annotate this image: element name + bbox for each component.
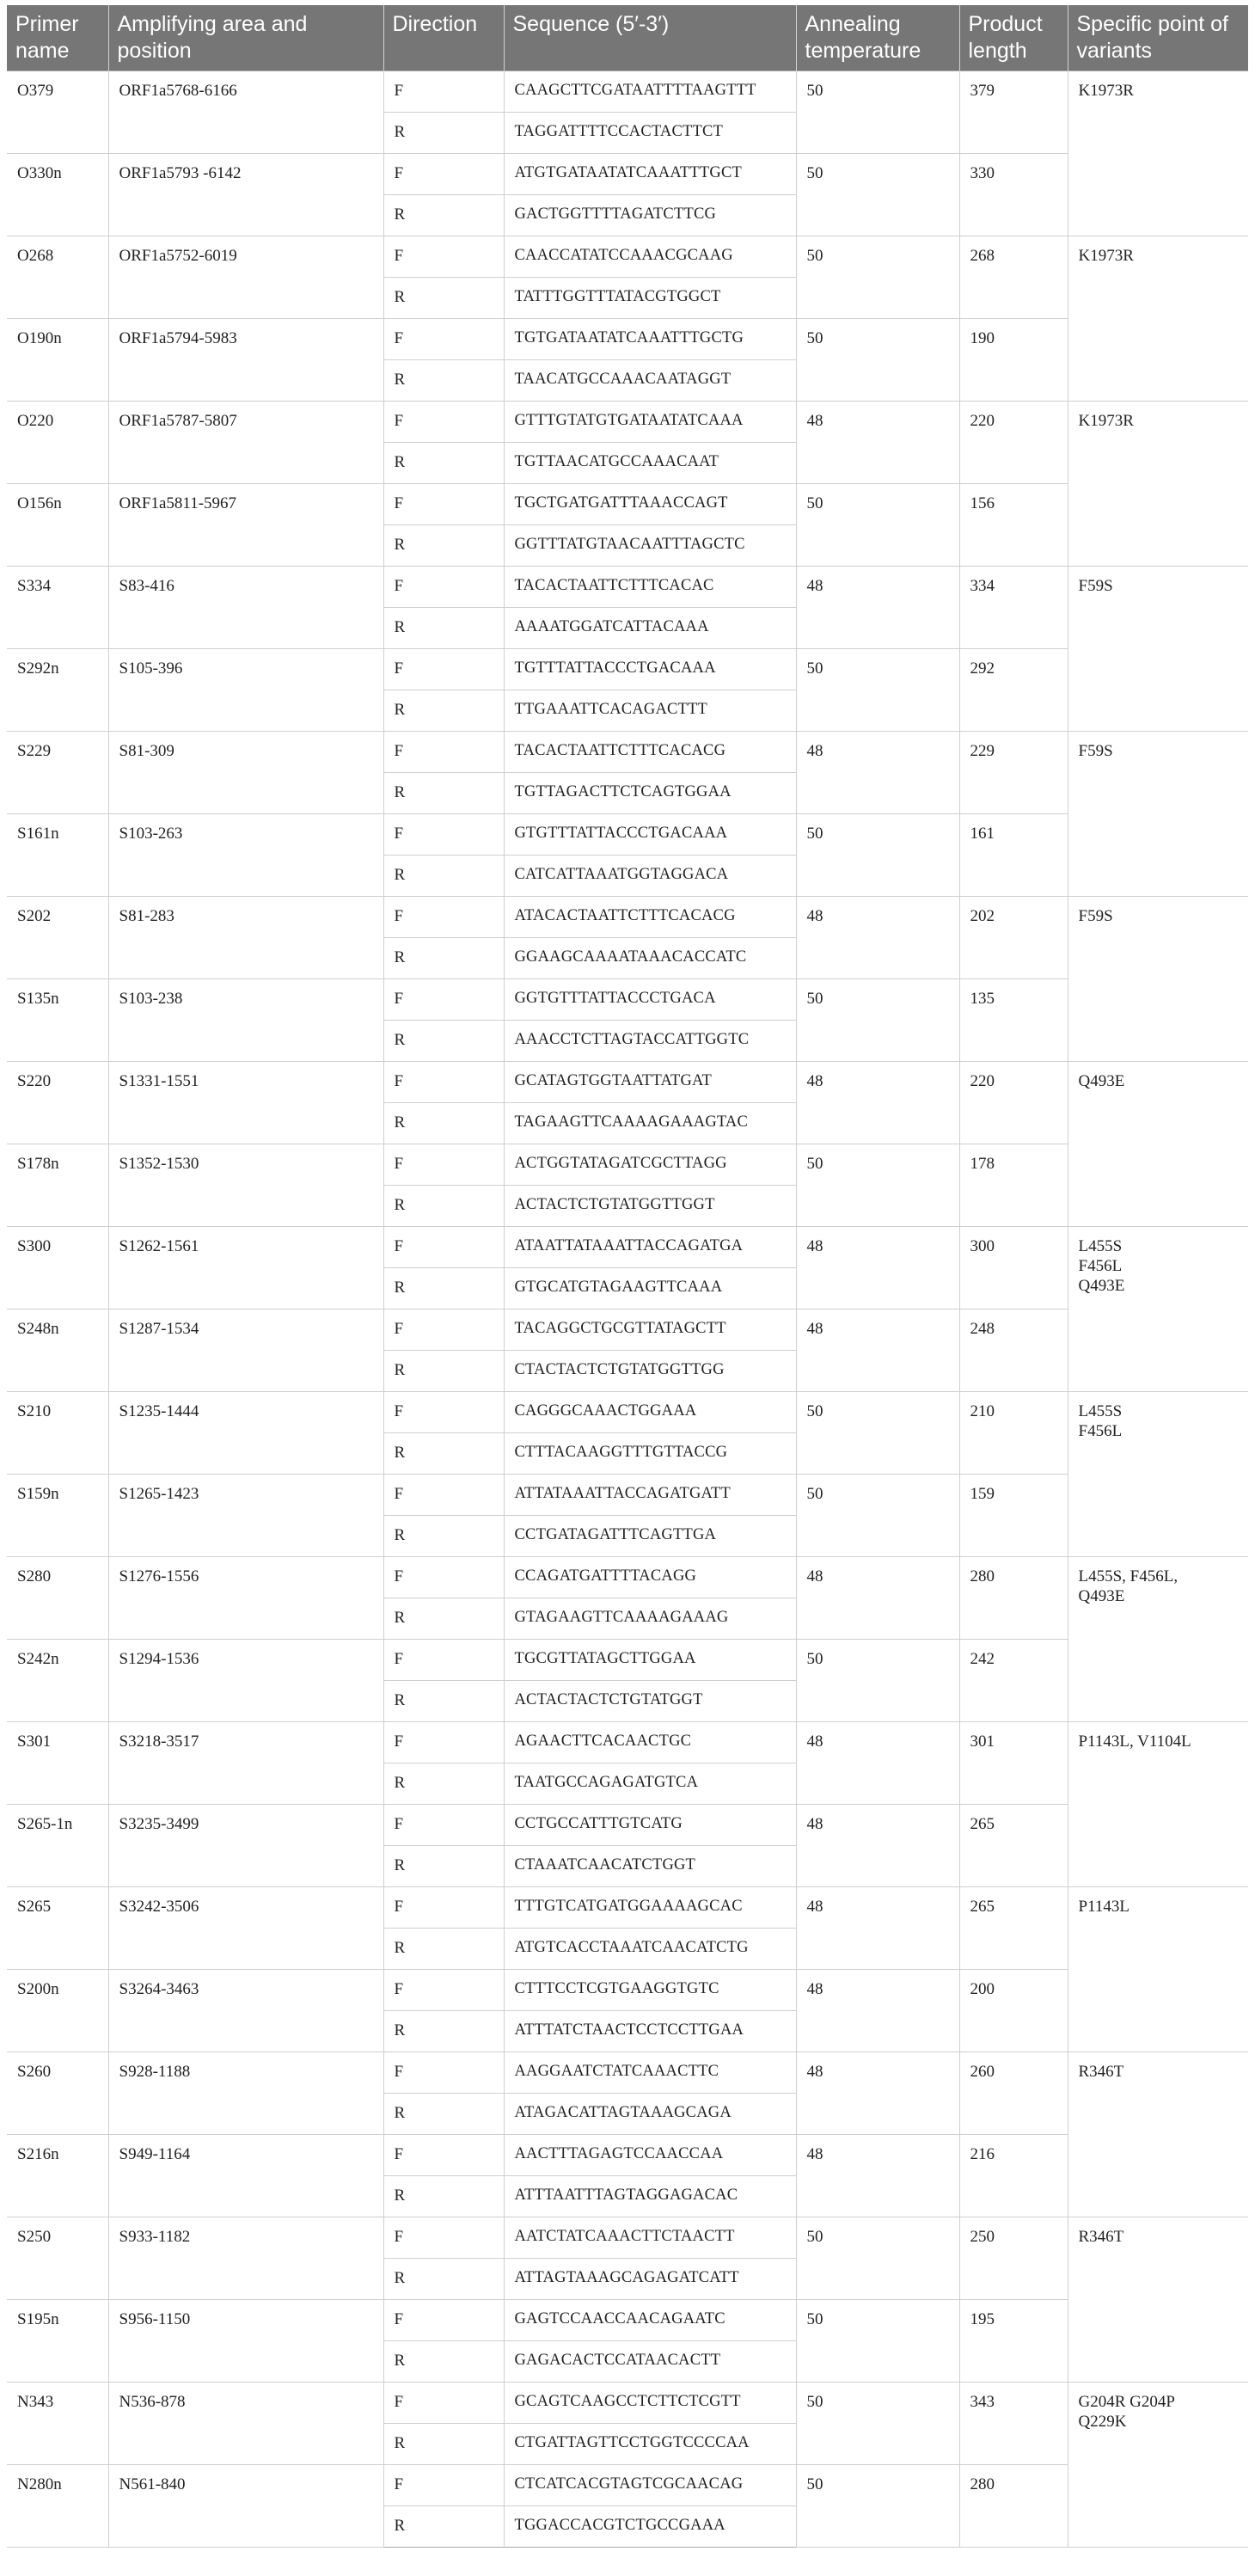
direction-cell: F xyxy=(383,71,504,113)
amplifying-area-cell: S1262-1561 xyxy=(108,1227,383,1309)
sequence-cell: TTGAAATTCACAGACTTT xyxy=(504,690,796,732)
amplifying-area-cell: N561-840 xyxy=(108,2465,383,2548)
product-length-cell: 280 xyxy=(959,2465,1068,2548)
direction-cell: R xyxy=(383,1681,504,1722)
direction-cell: F xyxy=(383,1309,504,1351)
amplifying-area-cell: ORF1a5811-5967 xyxy=(108,484,383,567)
variants-cell: K1973R xyxy=(1068,402,1248,567)
sequence-cell: AGAACTTCACAACTGC xyxy=(504,1722,796,1763)
sequence-cell: TGTGATAATATCAAATTTGCTG xyxy=(504,319,796,360)
variants-cell: R346T xyxy=(1068,2052,1248,2217)
variants-cell: P1143L, V1104L xyxy=(1068,1722,1248,1887)
direction-cell: R xyxy=(383,1351,504,1392)
product-length-cell: 178 xyxy=(959,1144,1068,1227)
annealing-temperature-cell: 48 xyxy=(796,1557,959,1640)
amplifying-area-cell: S103-238 xyxy=(108,979,383,1062)
annealing-temperature-cell: 50 xyxy=(796,484,959,567)
product-length-cell: 250 xyxy=(959,2217,1068,2300)
direction-cell: F xyxy=(383,1392,504,1433)
annealing-temperature-cell: 48 xyxy=(796,1309,959,1392)
direction-cell: R xyxy=(383,690,504,732)
amplifying-area-cell: S81-283 xyxy=(108,897,383,979)
direction-cell: F xyxy=(383,2465,504,2506)
sequence-cell: ATGTGATAATATCAAATTTGCT xyxy=(504,154,796,195)
product-length-cell: 161 xyxy=(959,814,1068,897)
sequence-cell: CAAGCTTCGATAATTTTAAGTTT xyxy=(504,71,796,113)
primer-name-cell: S229 xyxy=(7,732,108,814)
direction-cell: F xyxy=(383,1887,504,1929)
table-row xyxy=(7,236,1248,278)
direction-cell: R xyxy=(383,2094,504,2135)
sequence-cell: TGTTAACATGCCAAACAAT xyxy=(504,443,796,484)
annealing-temperature-cell: 50 xyxy=(796,1144,959,1227)
variants-cell: F59S xyxy=(1068,732,1248,897)
sequence-cell: ACTACTACTCTGTATGGT xyxy=(504,1681,796,1722)
primer-name-cell: O156n xyxy=(7,484,108,567)
table-row xyxy=(7,1722,1248,1763)
amplifying-area-cell: S928-1188 xyxy=(108,2052,383,2135)
direction-cell: R xyxy=(383,1186,504,1227)
sequence-cell: AAAATGGATCATTACAAA xyxy=(504,608,796,649)
sequence-cell: TGTTTATTACCCTGACAAA xyxy=(504,649,796,690)
product-length-cell: 200 xyxy=(959,1970,1068,2052)
sequence-cell: TGCTGATGATTTAAACCAGT xyxy=(504,484,796,525)
primer-name-cell: S220 xyxy=(7,1062,108,1144)
direction-cell: F xyxy=(383,2217,504,2259)
direction-cell: R xyxy=(383,608,504,649)
direction-cell: R xyxy=(383,2341,504,2383)
annealing-temperature-cell: 48 xyxy=(796,2135,959,2217)
direction-cell: R xyxy=(383,1598,504,1640)
sequence-cell: AACTTTAGAGTCCAACCAA xyxy=(504,2135,796,2176)
header-amplifying-area: Amplifying area and position xyxy=(108,5,383,71)
amplifying-area-cell: S956-1150 xyxy=(108,2300,383,2383)
sequence-cell: ATAGACATTAGTAAAGCAGA xyxy=(504,2094,796,2135)
table-row xyxy=(7,1640,1248,1681)
primer-name-cell: S178n xyxy=(7,1144,108,1227)
primer-name-cell: S202 xyxy=(7,897,108,979)
sequence-cell: CTCATCACGTAGTCGCAACAG xyxy=(504,2465,796,2506)
annealing-temperature-cell: 50 xyxy=(796,2300,959,2383)
direction-cell: F xyxy=(383,567,504,608)
variants-cell: L455S, F456L, Q493E xyxy=(1068,1557,1248,1722)
amplifying-area-cell: ORF1a5793 -6142 xyxy=(108,154,383,236)
sequence-cell: CATCATTAAATGGTAGGACA xyxy=(504,856,796,897)
sequence-cell: TATTTGGTTTATACGTGGCT xyxy=(504,278,796,319)
direction-cell: F xyxy=(383,1805,504,1846)
header-product-length: Product length xyxy=(959,5,1068,71)
product-length-cell: 334 xyxy=(959,567,1068,649)
direction-cell: F xyxy=(383,2300,504,2341)
sequence-cell: ACTGGTATAGATCGCTTAGG xyxy=(504,1144,796,1186)
amplifying-area-cell: S1352-1530 xyxy=(108,1144,383,1227)
direction-cell: F xyxy=(383,1970,504,2011)
product-length-cell: 265 xyxy=(959,1805,1068,1887)
product-length-cell: 265 xyxy=(959,1887,1068,1970)
annealing-temperature-cell: 48 xyxy=(796,402,959,484)
amplifying-area-cell: S1235-1444 xyxy=(108,1392,383,1475)
direction-cell: F xyxy=(383,1722,504,1763)
table-row xyxy=(7,897,1248,938)
primer-name-cell: S135n xyxy=(7,979,108,1062)
direction-cell: F xyxy=(383,814,504,856)
amplifying-area-cell: S83-416 xyxy=(108,567,383,649)
primer-name-cell: S300 xyxy=(7,1227,108,1309)
variants-cell: L455S F456L xyxy=(1068,1392,1248,1557)
product-length-cell: 330 xyxy=(959,154,1068,236)
annealing-temperature-cell: 48 xyxy=(796,1227,959,1309)
direction-cell: R xyxy=(383,113,504,154)
primer-name-cell: S159n xyxy=(7,1475,108,1557)
primer-name-cell: N280n xyxy=(7,2465,108,2548)
direction-cell: R xyxy=(383,938,504,979)
direction-cell: R xyxy=(383,1103,504,1144)
direction-cell: F xyxy=(383,1475,504,1516)
product-length-cell: 190 xyxy=(959,319,1068,402)
direction-cell: R xyxy=(383,525,504,567)
product-length-cell: 216 xyxy=(959,2135,1068,2217)
direction-cell: R xyxy=(383,278,504,319)
annealing-temperature-cell: 50 xyxy=(796,979,959,1062)
primer-name-cell: N343 xyxy=(7,2383,108,2465)
amplifying-area-cell: ORF1a5787-5807 xyxy=(108,402,383,484)
sequence-cell: CTTTCCTCGTGAAGGTGTC xyxy=(504,1970,796,2011)
table-row xyxy=(7,2052,1248,2094)
sequence-cell: TAGGATTTTCCACTACTTCT xyxy=(504,113,796,154)
product-length-cell: 220 xyxy=(959,1062,1068,1144)
direction-cell: R xyxy=(383,2176,504,2217)
annealing-temperature-cell: 48 xyxy=(796,897,959,979)
header-primer-name: Primer name xyxy=(7,5,108,71)
direction-cell: R xyxy=(383,1516,504,1557)
direction-cell: R xyxy=(383,2506,504,2548)
sequence-cell: CAACCATATCCAAACGCAAG xyxy=(504,236,796,278)
direction-cell: R xyxy=(383,195,504,236)
sequence-cell: TTTGTCATGATGGAAAAGCAC xyxy=(504,1887,796,1929)
annealing-temperature-cell: 50 xyxy=(796,814,959,897)
variants-cell: F59S xyxy=(1068,567,1248,732)
direction-cell: F xyxy=(383,2135,504,2176)
sequence-cell: TAATGCCAGAGATGTCA xyxy=(504,1763,796,1805)
annealing-temperature-cell: 50 xyxy=(796,649,959,732)
amplifying-area-cell: S1294-1536 xyxy=(108,1640,383,1722)
table-row xyxy=(7,1805,1248,1846)
sequence-cell: ATGTCACCTAAATCAACATCTG xyxy=(504,1929,796,1970)
direction-cell: F xyxy=(383,732,504,773)
product-length-cell: 248 xyxy=(959,1309,1068,1392)
sequence-cell: CCAGATGATTTTACAGG xyxy=(504,1557,796,1598)
amplifying-area-cell: ORF1a5768-6166 xyxy=(108,71,383,154)
table-body xyxy=(7,71,1248,2548)
product-length-cell: 260 xyxy=(959,2052,1068,2135)
sequence-cell: GGTTTATGTAACAATTTAGCTC xyxy=(504,525,796,567)
direction-cell: F xyxy=(383,2052,504,2094)
sequence-cell: ATTATAAATTACCAGATGATT xyxy=(504,1475,796,1516)
annealing-temperature-cell: 48 xyxy=(796,1062,959,1144)
primer-name-cell: S334 xyxy=(7,567,108,649)
sequence-cell: GCAGTCAAGCCTCTTCTCGTT xyxy=(504,2383,796,2424)
direction-cell: R xyxy=(383,1929,504,1970)
annealing-temperature-cell: 50 xyxy=(796,71,959,154)
amplifying-area-cell: N536-878 xyxy=(108,2383,383,2465)
table-row xyxy=(7,1887,1248,1929)
sequence-cell: ATTTATCTAACTCCTCCTTGAA xyxy=(504,2011,796,2052)
annealing-temperature-cell: 50 xyxy=(796,1475,959,1557)
sequence-cell: TACACTAATTCTTTCACACG xyxy=(504,732,796,773)
primer-name-cell: S250 xyxy=(7,2217,108,2300)
product-length-cell: 229 xyxy=(959,732,1068,814)
annealing-temperature-cell: 48 xyxy=(796,1805,959,1887)
direction-cell: F xyxy=(383,1144,504,1186)
amplifying-area-cell: S81-309 xyxy=(108,732,383,814)
product-length-cell: 242 xyxy=(959,1640,1068,1722)
direction-cell: F xyxy=(383,897,504,938)
variants-cell: R346T xyxy=(1068,2217,1248,2383)
sequence-cell: AAGGAATCTATCAAACTTC xyxy=(504,2052,796,2094)
direction-cell: F xyxy=(383,1640,504,1681)
direction-cell: F xyxy=(383,236,504,278)
sequence-cell: TAACATGCCAAACAATAGGT xyxy=(504,360,796,402)
product-length-cell: 135 xyxy=(959,979,1068,1062)
primer-name-cell: O190n xyxy=(7,319,108,402)
sequence-cell: ATACACTAATTCTTTCACACG xyxy=(504,897,796,938)
table-row xyxy=(7,484,1248,525)
sequence-cell: GTGCATGTAGAAGTTCAAA xyxy=(504,1268,796,1309)
table-row xyxy=(7,1227,1248,1268)
direction-cell: F xyxy=(383,649,504,690)
amplifying-area-cell: S1265-1423 xyxy=(108,1475,383,1557)
table-row xyxy=(7,402,1248,443)
direction-cell: R xyxy=(383,856,504,897)
sequence-cell: CTACTACTCTGTATGGTTGG xyxy=(504,1351,796,1392)
sequence-cell: TACACTAATTCTTTCACAC xyxy=(504,567,796,608)
direction-cell: R xyxy=(383,1021,504,1062)
variants-cell: F59S xyxy=(1068,897,1248,1062)
annealing-temperature-cell: 50 xyxy=(796,2217,959,2300)
variants-cell: P1143L xyxy=(1068,1887,1248,2052)
table-row xyxy=(7,1475,1248,1516)
table-row xyxy=(7,732,1248,773)
header-sequence: Sequence (5′-3′) xyxy=(504,5,796,71)
table-row xyxy=(7,1970,1248,2011)
direction-cell: R xyxy=(383,1846,504,1887)
annealing-temperature-cell: 48 xyxy=(796,2052,959,2135)
primer-name-cell: S242n xyxy=(7,1640,108,1722)
direction-cell: R xyxy=(383,773,504,814)
table-row xyxy=(7,71,1248,113)
annealing-temperature-cell: 50 xyxy=(796,1640,959,1722)
primer-name-cell: S161n xyxy=(7,814,108,897)
primer-name-cell: S265 xyxy=(7,1887,108,1970)
table-row xyxy=(7,1144,1248,1186)
primer-name-cell: S265-1n xyxy=(7,1805,108,1887)
amplifying-area-cell: S1287-1534 xyxy=(108,1309,383,1392)
direction-cell: F xyxy=(383,154,504,195)
direction-cell: R xyxy=(383,2011,504,2052)
sequence-cell: GACTGGTTTTAGATCTTCG xyxy=(504,195,796,236)
amplifying-area-cell: S103-263 xyxy=(108,814,383,897)
amplifying-area-cell: S1276-1556 xyxy=(108,1557,383,1640)
direction-cell: R xyxy=(383,443,504,484)
sequence-cell: GAGACACTCCATAACACTT xyxy=(504,2341,796,2383)
annealing-temperature-cell: 48 xyxy=(796,567,959,649)
primer-table xyxy=(7,5,1248,2548)
sequence-cell: GCATAGTGGTAATTATGAT xyxy=(504,1062,796,1103)
direction-cell: R xyxy=(383,1268,504,1309)
sequence-cell: ACTACTCTGTATGGTTGGT xyxy=(504,1186,796,1227)
header-direction: Direction xyxy=(383,5,504,71)
table-row xyxy=(7,814,1248,856)
annealing-temperature-cell: 50 xyxy=(796,1392,959,1475)
direction-cell: F xyxy=(383,484,504,525)
table-row xyxy=(7,1392,1248,1433)
amplifying-area-cell: S933-1182 xyxy=(108,2217,383,2300)
amplifying-area-cell: S949-1164 xyxy=(108,2135,383,2217)
amplifying-area-cell: ORF1a5794-5983 xyxy=(108,319,383,402)
sequence-cell: GAGTCCAACCAACAGAATC xyxy=(504,2300,796,2341)
table-row xyxy=(7,2465,1248,2506)
direction-cell: F xyxy=(383,2383,504,2424)
sequence-cell: TACAGGCTGCGTTATAGCTT xyxy=(504,1309,796,1351)
table-row xyxy=(7,1309,1248,1351)
product-length-cell: 220 xyxy=(959,402,1068,484)
primer-name-cell: O379 xyxy=(7,71,108,154)
product-length-cell: 156 xyxy=(959,484,1068,567)
table-row xyxy=(7,567,1248,608)
product-length-cell: 301 xyxy=(959,1722,1068,1805)
annealing-temperature-cell: 48 xyxy=(796,1722,959,1805)
table-row xyxy=(7,2383,1248,2424)
table-row xyxy=(7,1557,1248,1598)
primer-name-cell: S210 xyxy=(7,1392,108,1475)
product-length-cell: 210 xyxy=(959,1392,1068,1475)
sequence-cell: CTTTACAAGGTTTGTTACCG xyxy=(504,1433,796,1475)
header-annealing-temperature: Annealing temperature xyxy=(796,5,959,71)
annealing-temperature-cell: 48 xyxy=(796,732,959,814)
primer-name-cell: S200n xyxy=(7,1970,108,2052)
annealing-temperature-cell: 50 xyxy=(796,236,959,319)
primer-name-cell: S292n xyxy=(7,649,108,732)
sequence-cell: AATCTATCAAACTTCTAACTT xyxy=(504,2217,796,2259)
product-length-cell: 343 xyxy=(959,2383,1068,2465)
amplifying-area-cell: S3242-3506 xyxy=(108,1887,383,1970)
table-row xyxy=(7,154,1248,195)
primer-name-cell: S301 xyxy=(7,1722,108,1805)
table-row xyxy=(7,979,1248,1021)
sequence-cell: GTGTTTATTACCCTGACAAA xyxy=(504,814,796,856)
variants-cell: Q493E xyxy=(1068,1062,1248,1227)
annealing-temperature-cell: 50 xyxy=(796,2465,959,2548)
direction-cell: R xyxy=(383,2259,504,2300)
sequence-cell: TGGACCACGTCTGCCGAAA xyxy=(504,2506,796,2548)
annealing-temperature-cell: 50 xyxy=(796,319,959,402)
annealing-temperature-cell: 48 xyxy=(796,1887,959,1970)
amplifying-area-cell: ORF1a5752-6019 xyxy=(108,236,383,319)
variants-cell: K1973R xyxy=(1068,71,1248,236)
product-length-cell: 300 xyxy=(959,1227,1068,1309)
amplifying-area-cell: S3218-3517 xyxy=(108,1722,383,1805)
sequence-cell: ATTTAATTTAGTAGGAGACAC xyxy=(504,2176,796,2217)
product-length-cell: 202 xyxy=(959,897,1068,979)
primer-name-cell: O330n xyxy=(7,154,108,236)
table-row xyxy=(7,2217,1248,2259)
product-length-cell: 280 xyxy=(959,1557,1068,1640)
product-length-cell: 159 xyxy=(959,1475,1068,1557)
primer-name-cell: S260 xyxy=(7,2052,108,2135)
table-row xyxy=(7,319,1248,360)
primer-name-cell: S195n xyxy=(7,2300,108,2383)
sequence-cell: GTTTGTATGTGATAATATCAAA xyxy=(504,402,796,443)
direction-cell: F xyxy=(383,979,504,1021)
table-row xyxy=(7,649,1248,690)
direction-cell: F xyxy=(383,1062,504,1103)
amplifying-area-cell: S3264-3463 xyxy=(108,1970,383,2052)
sequence-cell: CTAAATCAACATCTGGT xyxy=(504,1846,796,1887)
sequence-cell: ATAATTATAAATTACCAGATGA xyxy=(504,1227,796,1268)
table-row xyxy=(7,2135,1248,2176)
amplifying-area-cell: S3235-3499 xyxy=(108,1805,383,1887)
direction-cell: R xyxy=(383,2424,504,2465)
header-row xyxy=(7,5,1248,71)
table-row xyxy=(7,1062,1248,1103)
direction-cell: R xyxy=(383,1763,504,1805)
sequence-cell: TGCGTTATAGCTTGGAA xyxy=(504,1640,796,1681)
variants-cell: L455S F456L Q493E xyxy=(1068,1227,1248,1392)
variants-cell: K1973R xyxy=(1068,236,1248,402)
product-length-cell: 292 xyxy=(959,649,1068,732)
product-length-cell: 268 xyxy=(959,236,1068,319)
sequence-cell: CCTGCCATTTGTCATG xyxy=(504,1805,796,1846)
primer-name-cell: S248n xyxy=(7,1309,108,1392)
sequence-cell: GTAGAAGTTCAAAAGAAAG xyxy=(504,1598,796,1640)
direction-cell: F xyxy=(383,1557,504,1598)
direction-cell: F xyxy=(383,1227,504,1268)
primer-name-cell: S216n xyxy=(7,2135,108,2217)
direction-cell: R xyxy=(383,360,504,402)
primer-name-cell: O220 xyxy=(7,402,108,484)
sequence-cell: TGTTAGACTTCTCAGTGGAA xyxy=(504,773,796,814)
product-length-cell: 379 xyxy=(959,71,1068,154)
amplifying-area-cell: S1331-1551 xyxy=(108,1062,383,1144)
sequence-cell: CTGATTAGTTCCTGGTCCCCAA xyxy=(504,2424,796,2465)
amplifying-area-cell: S105-396 xyxy=(108,649,383,732)
primer-name-cell: S280 xyxy=(7,1557,108,1640)
direction-cell: F xyxy=(383,402,504,443)
annealing-temperature-cell: 50 xyxy=(796,2383,959,2465)
sequence-cell: CCTGATAGATTTCAGTTGA xyxy=(504,1516,796,1557)
sequence-cell: AAACCTCTTAGTACCATTGGTC xyxy=(504,1021,796,1062)
direction-cell: R xyxy=(383,1433,504,1475)
primer-name-cell: O268 xyxy=(7,236,108,319)
sequence-cell: GGTGTTTATTACCCTGACA xyxy=(504,979,796,1021)
sequence-cell: CAGGGCAAACTGGAAA xyxy=(504,1392,796,1433)
product-length-cell: 195 xyxy=(959,2300,1068,2383)
variants-cell: G204R G204P Q229K xyxy=(1068,2383,1248,2548)
direction-cell: F xyxy=(383,319,504,360)
annealing-temperature-cell: 48 xyxy=(796,1970,959,2052)
sequence-cell: ATTAGTAAAGCAGAGATCATT xyxy=(504,2259,796,2300)
header-specific-variants: Specific point of variants xyxy=(1068,5,1248,71)
annealing-temperature-cell: 50 xyxy=(796,154,959,236)
sequence-cell: TAGAAGTTCAAAAGAAAGTAC xyxy=(504,1103,796,1144)
sequence-cell: GGAAGCAAAATAAACACCATC xyxy=(504,938,796,979)
table-row xyxy=(7,2300,1248,2341)
